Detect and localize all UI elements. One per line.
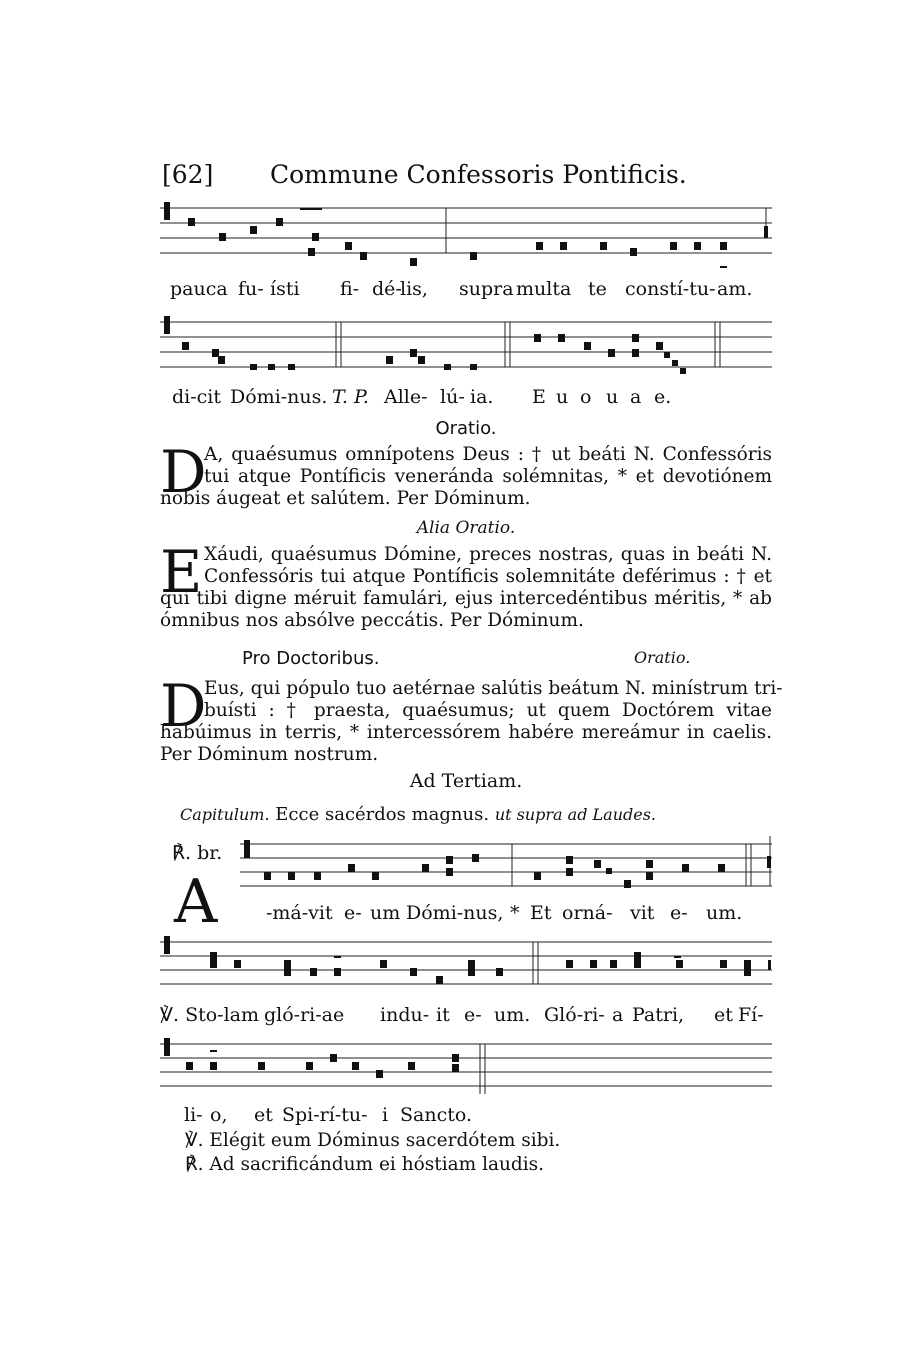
prayer-line: habúimus in terris, * intercessórem habére mereámur in caelis.: [160, 722, 772, 743]
chant-staff-4: [160, 932, 772, 1002]
oratio-heading: Oratio.: [435, 418, 497, 439]
syllable: -má-vit: [266, 902, 333, 924]
syllable: indu-: [380, 1004, 430, 1026]
responsory-label: ℟. br.: [172, 842, 223, 864]
running-title: Commune Confessoris Pontificis.: [270, 160, 687, 189]
syllable: e-: [670, 902, 688, 924]
prayer-line: Per Dóminum nostrum.: [160, 744, 379, 765]
syllable: et: [714, 1004, 733, 1026]
syllable: te: [588, 278, 607, 300]
syllable: Fí-: [738, 1004, 764, 1026]
versicle-line: ℣. Elégit eum Dóminus sacerdótem sibi.: [185, 1130, 561, 1151]
syllable: um.: [494, 1004, 531, 1026]
syllable: lis,: [400, 278, 428, 300]
syllable: ℣. Sto-lam: [160, 1004, 260, 1026]
chant-lyrics-5: [160, 1104, 772, 1132]
syllable: constí-tu-: [625, 278, 716, 300]
syllable: Alle-: [384, 386, 428, 408]
syllable: o: [580, 386, 592, 408]
syllable: Sancto.: [400, 1104, 473, 1126]
chant-staff-5: [160, 1034, 772, 1098]
chant-lyrics-1: [160, 278, 772, 306]
syllable: ísti: [270, 278, 300, 300]
syllable: gló-ri-ae: [264, 1004, 345, 1026]
running-header: [162, 160, 772, 194]
syllable: Dómi-nus.: [230, 386, 328, 408]
page-number: [62]: [162, 160, 214, 189]
syllable: um.: [706, 902, 743, 924]
prayer-line: buísti : † praesta, quaésumus; ut quem Doctórem vitae: [204, 700, 772, 721]
chant-lyrics-2: [160, 386, 772, 414]
syllable: Et: [530, 902, 552, 924]
oratio-text: [160, 438, 772, 510]
chant-staff-3: [240, 832, 772, 900]
syllable: Spi-rí-tu-: [282, 1104, 368, 1126]
capitulum-text: Ecce sacérdos magnus.: [275, 804, 490, 825]
syllable: e-: [464, 1004, 482, 1026]
doctoribus-heading-row: [160, 648, 772, 672]
syllable: li-: [184, 1104, 203, 1126]
syllable: it: [436, 1004, 450, 1026]
response-line: ℟. Ad sacrificándum ei hóstiam laudis.: [185, 1154, 545, 1175]
syllable: dé-: [372, 278, 402, 300]
syllable: um: [370, 902, 401, 924]
syllable: fu-: [238, 278, 264, 300]
syllable: orná-: [562, 902, 613, 924]
prayer-line: A, quaésumus omnípotens Deus : † ut beáti N. Confessóris: [204, 444, 772, 465]
alia-oratio-heading: Alia Oratio.: [416, 518, 516, 538]
prayer-line: Eus, qui pópulo tuo aetérnae salútis beátum N. minístrum tri-: [204, 678, 783, 699]
syllable: Gló-ri-: [544, 1004, 605, 1026]
syllable: supra: [459, 278, 514, 300]
prayer-line: ómnibus nos absólve peccátis. Per Dóminum.: [160, 610, 584, 631]
prayer-line: qui tibi digne méruit famulári, ejus intercedéntibus méritis, * ab: [160, 588, 772, 609]
chant-initial: A: [174, 867, 218, 937]
syllable: a: [612, 1004, 624, 1026]
syllable: pauca: [170, 278, 228, 300]
capitulum-line: [180, 804, 772, 825]
syllable: u: [606, 386, 619, 408]
syllable: lú-: [440, 386, 465, 408]
syllable: Dómi-nus,: [406, 902, 504, 924]
tertia-heading: Ad Tertiam.: [409, 770, 523, 792]
chant-staff-1: [160, 196, 772, 278]
drop-cap: D: [160, 672, 207, 740]
capitulum-label: Capitulum.: [180, 805, 270, 824]
drop-cap: E: [160, 538, 203, 606]
doctoribus-subheading: Oratio.: [634, 648, 691, 667]
syllable: vit: [630, 902, 655, 924]
syllable: fi-: [340, 278, 360, 300]
prayer-line: Xáudi, quaésumus Dómine, preces nostras, quas in beáti N.: [204, 544, 772, 565]
syllable: E: [532, 386, 546, 408]
syllable: *: [510, 902, 520, 924]
chant-lyrics-3: [160, 902, 772, 930]
prayer-line: Confessóris tui atque Pontíficis solemnitáte deférimus : † et: [204, 566, 772, 587]
doctoribus-heading: Pro Doctoribus.: [242, 648, 380, 669]
syllable: et: [254, 1104, 273, 1126]
syllable: a: [630, 386, 642, 408]
syllable: u: [556, 386, 569, 408]
syllable: T. P.: [332, 386, 369, 408]
syllable: di-cit: [172, 386, 222, 408]
chant-staff-2: [160, 312, 772, 384]
prayer-line: tui atque Pontíficis veneránda solémnitas, * et devotiónem: [204, 466, 772, 487]
syllable: Patri,: [632, 1004, 685, 1026]
alia-oratio-text: [160, 538, 772, 632]
syllable: e-: [344, 902, 362, 924]
syllable: i: [382, 1104, 389, 1126]
syllable: ia.: [470, 386, 494, 408]
syllable: multa: [516, 278, 572, 300]
syllable: am.: [717, 278, 753, 300]
syllable: e.: [654, 386, 672, 408]
drop-cap: D: [160, 438, 207, 506]
chant-lyrics-4: [160, 1004, 772, 1032]
doctoribus-text: [160, 672, 783, 766]
syllable: o,: [210, 1104, 228, 1126]
prayer-line: nobis áugeat et salútem. Per Dóminum.: [160, 488, 531, 509]
capitulum-ref: ut supra ad Laudes.: [494, 805, 657, 824]
